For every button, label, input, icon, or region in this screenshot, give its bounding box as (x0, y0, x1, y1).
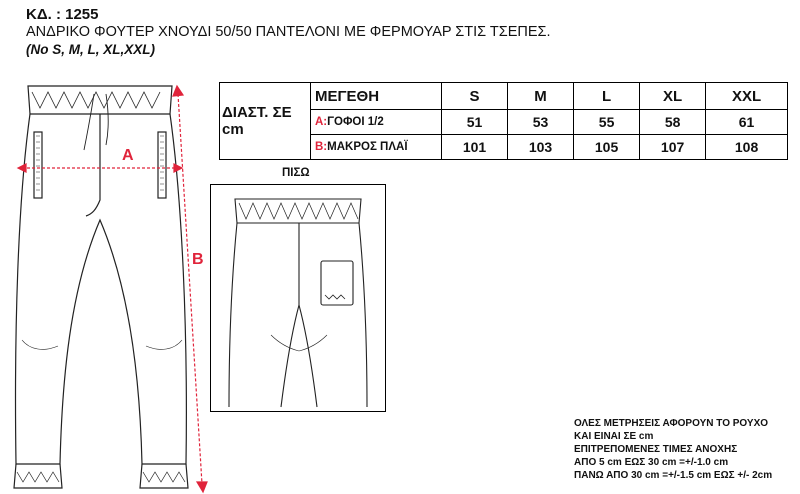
row-label-side-length (311, 135, 442, 160)
back-view-label: ΠΙΣΩ (282, 167, 310, 179)
sizes-note: (Νο S, M, L, XL,XXL) (26, 42, 155, 57)
table-cell: 51 (442, 110, 508, 135)
table-cell: 101 (442, 135, 508, 160)
back-waistband (235, 199, 361, 223)
row-label-hips (311, 110, 442, 135)
size-xxl: XXL (706, 83, 788, 110)
table-cell: 58 (640, 110, 706, 135)
product-description: ΑΝΔΡΙΚΟ ΦΟΥΤΕΡ ΧΝΟΥΔΙ 50/50 ΠΑΝΤΕΛΟΝΙ ΜΕ ΦΕΡΜΟΥΑΡ ΣΤΙΣ ΤΣΕΠΕΣ. (26, 24, 551, 40)
back-trousers-drawing (211, 185, 385, 411)
length-measurement-arrow (173, 86, 207, 492)
table-cell: 55 (574, 110, 640, 135)
table-cell: 53 (508, 110, 574, 135)
table-title: ΜΕΓΕΘΗ (311, 83, 442, 110)
note-line: ΠΑΝΩ ΑΠΟ 30 cm =+/-1.5 cm ΕΩΣ +/- 2cm (574, 470, 773, 481)
table-cell: 107 (640, 135, 706, 160)
left-cuff (14, 464, 62, 488)
front-trousers-drawing (0, 80, 215, 494)
row-label: ΜΑΚΡΟΣ ΠΛΑΪ (327, 141, 408, 153)
table-cell: 105 (574, 135, 640, 160)
label-a: A (122, 147, 134, 164)
size-header-row (220, 83, 788, 110)
row-letter: B: (315, 141, 328, 153)
dimensions-label: ΔΙΑΣΤ. ΣΕ cm (220, 83, 311, 160)
row-label: ΓΟΦΟΙ 1/2 (327, 116, 384, 128)
trousers-outline (16, 114, 187, 464)
row-letter: A: (315, 116, 328, 128)
table-cell: 61 (706, 110, 788, 135)
size-s: S (442, 83, 508, 110)
product-code: ΚΔ. : 1255 (26, 6, 99, 23)
size-xl: XL (640, 83, 706, 110)
note-line: ΟΛΕΣ ΜΕΤΡΗΣΕΙΣ ΑΦΟΡΟΥΝ ΤΟ ΡΟΥΧΟ (574, 418, 769, 429)
note-line: ΕΠΙΤΡΕΠΟΜΕΝΕΣ ΤΙΜΕΣ ΑΝΟΧΗΣ (574, 444, 738, 455)
size-table (219, 82, 788, 160)
label-b: B (192, 251, 204, 268)
table-cell: 103 (508, 135, 574, 160)
right-cuff (140, 464, 188, 488)
back-view-box (210, 184, 386, 412)
measurement-notes (574, 417, 772, 482)
note-line: ΑΠΟ 5 cm ΕΩΣ 30 cm =+/-1.0 cm (574, 457, 729, 468)
table-cell: 108 (706, 135, 788, 160)
size-l: L (574, 83, 640, 110)
note-line: ΚΑΙ ΕΙΝΑΙ ΣΕ cm (574, 431, 654, 442)
size-m: M (508, 83, 574, 110)
back-pocket (321, 261, 353, 305)
